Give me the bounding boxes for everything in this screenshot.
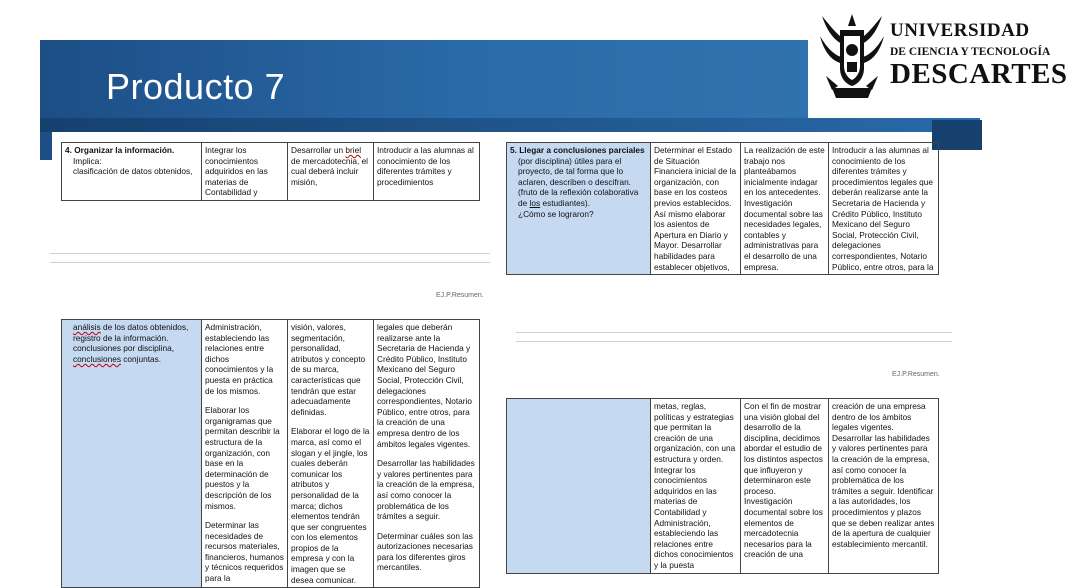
slide-title: Producto 7 xyxy=(106,66,286,107)
page-divider xyxy=(50,262,490,263)
table-cell: 4. Organizar la información. Implica: clasificación de datos obtenidos, xyxy=(62,143,202,201)
table-cell: Introducir a las alumnas al conocimiento de los diferentes trámites y procedimientos xyxy=(374,143,480,201)
university-logo xyxy=(808,0,1068,118)
table-cell: Determinar el Estado de Situación Financiera inicial de la organización, con base en los costeos previos establecidos. Así mismo elaborar los asientos de Apertura en Diario y Mayor. Desarrollar habilidades para establecer objetivos, xyxy=(651,143,741,275)
table-bottom-right xyxy=(506,398,939,574)
table-cell: visión, valores, segmentación, personalidad, atributos y concepto de su marca, características que tendrán que estar adecuadamente definidas. Elaborar el logo de la marca, así como el slogan y el jingle, los cuales deberán comunicar los atributos y personalidad de la marca; dichos elementos tendrán que ser congruentes con los elementos propios de la empresa y con la imagen que se desea comunicar. xyxy=(288,320,374,588)
table-row xyxy=(62,320,480,588)
table-row xyxy=(507,143,939,275)
table-cell: Introducir a las alumnas al conocimiento de los diferentes trámites y procedimientos legales que deberán realizarse ante la Secretaria de Hacienda y Crédito Público, Instituto Mexicano del Seguro Social, Protección Civil, delegaciones correspondientes, Notario Público, entre otros, para la xyxy=(829,143,939,275)
table-top-right xyxy=(506,142,939,275)
accent-bar-right xyxy=(932,120,982,150)
logo-text-descartes: DESCARTES xyxy=(890,58,1068,90)
table-cell: 5. Llegar a conclusiones parciales (por disciplina) útiles para el proyecto, de tal forma que lo aclaren, describen o descifran. (fruto de la reflexión colaborativa de los estudiantes). ¿Cómo se lograron? xyxy=(507,143,651,275)
table-row xyxy=(507,399,939,574)
table-cell: metas, reglas, políticas y estrategias que permitan la creación de una organización, con una estructura y orden. Integrar los conocimientos adquiridos en las materias de Contabilidad y Administración, estableciendo las relaciones entre dichos conocimientos y la puesta xyxy=(651,399,741,574)
table-cell: Con el fin de mostrar una visión global del desarrollo de la disciplina, decidimos abordar el estudio de los distintos aspectos que influyeron y determinaron este proceso. Investigación documental sobre los elementos de mercadotecnia necesarios para la creación de una xyxy=(741,399,829,574)
table-cell: La realización de este trabajo nos planteábamos inicialmente indagar en los antecedentes. Investigación documental sobre las necesidades legales, contables y administrativas para el desarrollo de una empresa. xyxy=(741,143,829,275)
logo-text-science: DE CIENCIA Y TECNOLOGÍA xyxy=(890,46,1051,58)
table-row xyxy=(62,143,480,201)
table-top-left xyxy=(61,142,480,201)
page-footer-right: EJ.P.Resumen. xyxy=(892,371,940,378)
table-cell: legales que deberán realizarse ante la Secretaria de Hacienda y Crédito Público, Instituto Mexicano del Seguro Social, Protección Civil, delegaciones correspondientes, Notario Público, entre otros, para la creación de una empresa dentro de los ámbitos legales vigentes. Desarrollar las habilidades y valores pertinentes para la creación de la empresa, así como conocer la problemática de los trámites a seguir. Determinar cuáles son las autorizaciones necesarias para los diferentes giros mercantiles. xyxy=(374,320,480,588)
table-cell: Administración, estableciendo las relaciones entre dichos conocimientos y la puesta en práctica de los mismos. Elaborar los organigramas que permitan describir la estructura de la organización, con base en la determinación de puestos y la descripción de los mismos. Determinar las necesidades de recursos materiales, financieros, humanos y técnicos requeridos para la xyxy=(202,320,288,588)
logo-text-university: UNIVERSIDAD xyxy=(890,20,1030,41)
table-cell: Desarrollar un briel de mercadotecnia, el cual deberá incluir misión, xyxy=(288,143,374,201)
eagle-emblem-icon xyxy=(818,6,886,106)
page-footer-left: EJ.P.Resumen. xyxy=(436,292,484,299)
page-divider xyxy=(516,341,952,342)
table-cell: creación de una empresa dentro de los ámbitos legales vigentes. Desarrollar las habilidades y valores pertinentes para la creación de la empresa, así como conocer la problemática de los trámites a seguir. Identificar a las autoridades, los procedimientos y plazos que se deben realizar antes de la apertura de cualquier establecimiento mercantil. xyxy=(829,399,939,574)
table-cell xyxy=(507,399,651,574)
page-divider xyxy=(50,253,490,254)
table-cell: análisis de los datos obtenidos, registro de la información. conclusiones por disciplina, conclusiones conjuntas. xyxy=(62,320,202,588)
table-bottom-left xyxy=(61,319,480,588)
table-cell: Integrar los conocimientos adquiridos en las materias de Contabilidad y xyxy=(202,143,288,201)
page-divider xyxy=(516,332,952,333)
accent-bar-left xyxy=(40,132,52,160)
